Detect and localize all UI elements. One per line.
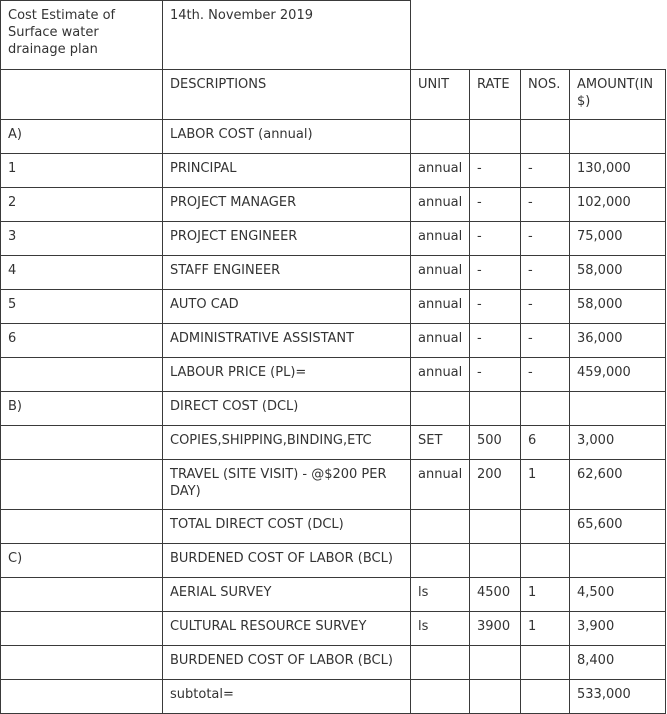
row-unit	[411, 120, 470, 154]
row-number: 4	[1, 256, 163, 290]
row-nos: -	[521, 188, 570, 222]
row-unit	[411, 392, 470, 426]
row-amount: 65,600	[570, 510, 666, 544]
row-unit: annual	[411, 358, 470, 392]
table-row	[1, 324, 666, 358]
row-amount: 3,000	[570, 426, 666, 460]
row-number: 2	[1, 188, 163, 222]
row-nos: -	[521, 222, 570, 256]
row-amount: 58,000	[570, 256, 666, 290]
row-unit: ls	[411, 612, 470, 646]
row-unit: annual	[411, 154, 470, 188]
row-rate	[470, 544, 521, 578]
row-unit: annual	[411, 188, 470, 222]
row-amount	[570, 392, 666, 426]
row-unit: annual	[411, 460, 470, 510]
row-number: 3	[1, 222, 163, 256]
row-unit: ls	[411, 578, 470, 612]
row-unit: annual	[411, 324, 470, 358]
row-rate: -	[470, 358, 521, 392]
row-unit	[411, 510, 470, 544]
table-row	[1, 188, 666, 222]
row-amount: 62,600	[570, 460, 666, 510]
row-nos: -	[521, 290, 570, 324]
row-amount: 75,000	[570, 222, 666, 256]
row-rate: 200	[470, 460, 521, 510]
estimate-title: Cost Estimate of Surface water drainage plan	[1, 1, 163, 70]
row-nos: 1	[521, 578, 570, 612]
row-number	[1, 578, 163, 612]
row-number	[1, 510, 163, 544]
table-row	[1, 392, 666, 426]
row-amount: 459,000	[570, 358, 666, 392]
row-unit: annual	[411, 256, 470, 290]
table-row	[1, 646, 666, 680]
row-rate	[470, 510, 521, 544]
row-nos	[521, 680, 570, 714]
row-number: 6	[1, 324, 163, 358]
row-description: BURDENED COST OF LABOR (BCL)	[163, 646, 411, 680]
row-nos	[521, 120, 570, 154]
table-row	[1, 510, 666, 544]
column-header-row	[1, 70, 666, 120]
row-nos	[521, 646, 570, 680]
row-nos	[521, 510, 570, 544]
row-amount: 58,000	[570, 290, 666, 324]
row-description: CULTURAL RESOURCE SURVEY	[163, 612, 411, 646]
row-rate: -	[470, 324, 521, 358]
row-description: LABOUR PRICE (PL)=	[163, 358, 411, 392]
row-description: AERIAL SURVEY	[163, 578, 411, 612]
row-rate	[470, 120, 521, 154]
row-unit: annual	[411, 222, 470, 256]
title-row	[1, 1, 666, 70]
row-description: PRINCIPAL	[163, 154, 411, 188]
row-nos: -	[521, 256, 570, 290]
row-rate: -	[470, 256, 521, 290]
row-rate: -	[470, 188, 521, 222]
col-header-nos: NOS.	[521, 70, 570, 120]
row-amount: 102,000	[570, 188, 666, 222]
table-row	[1, 578, 666, 612]
row-number: 1	[1, 154, 163, 188]
row-rate: -	[470, 222, 521, 256]
row-rate: 4500	[470, 578, 521, 612]
row-number: 5	[1, 290, 163, 324]
row-amount: 36,000	[570, 324, 666, 358]
table-row	[1, 222, 666, 256]
row-description: LABOR COST (annual)	[163, 120, 411, 154]
col-header-descriptions: DESCRIPTIONS	[163, 70, 411, 120]
table-row	[1, 256, 666, 290]
row-rate	[470, 646, 521, 680]
row-number: A)	[1, 120, 163, 154]
row-description: DIRECT COST (DCL)	[163, 392, 411, 426]
row-number	[1, 426, 163, 460]
table-row	[1, 426, 666, 460]
row-number	[1, 358, 163, 392]
row-rate: 500	[470, 426, 521, 460]
row-rate: -	[470, 290, 521, 324]
row-description: ADMINISTRATIVE ASSISTANT	[163, 324, 411, 358]
row-number	[1, 646, 163, 680]
row-rate: 3900	[470, 612, 521, 646]
row-unit	[411, 646, 470, 680]
row-amount	[570, 544, 666, 578]
row-description: PROJECT MANAGER	[163, 188, 411, 222]
row-nos: -	[521, 154, 570, 188]
row-nos	[521, 544, 570, 578]
row-description: TOTAL DIRECT COST (DCL)	[163, 510, 411, 544]
row-amount: 533,000	[570, 680, 666, 714]
row-amount: 4,500	[570, 578, 666, 612]
table-row	[1, 120, 666, 154]
row-unit	[411, 680, 470, 714]
row-nos: 1	[521, 612, 570, 646]
col-header-amount: AMOUNT(IN $)	[570, 70, 666, 120]
row-rate: -	[470, 154, 521, 188]
col-header-rate: RATE	[470, 70, 521, 120]
row-description: COPIES,SHIPPING,BINDING,ETC	[163, 426, 411, 460]
row-rate	[470, 392, 521, 426]
row-description: BURDENED COST OF LABOR (BCL)	[163, 544, 411, 578]
row-number	[1, 612, 163, 646]
row-unit: annual	[411, 290, 470, 324]
row-number: B)	[1, 392, 163, 426]
row-description: subtotal=	[163, 680, 411, 714]
table-row	[1, 358, 666, 392]
row-number: C)	[1, 544, 163, 578]
row-unit: SET	[411, 426, 470, 460]
row-nos: 6	[521, 426, 570, 460]
row-description: AUTO CAD	[163, 290, 411, 324]
row-unit	[411, 544, 470, 578]
table-row	[1, 290, 666, 324]
table-row	[1, 460, 666, 510]
row-nos: 1	[521, 460, 570, 510]
row-amount: 8,400	[570, 646, 666, 680]
row-nos	[521, 392, 570, 426]
table-row	[1, 680, 666, 714]
col-header-unit: UNIT	[411, 70, 470, 120]
table-row	[1, 544, 666, 578]
row-number	[1, 680, 163, 714]
estimate-date: 14th. November 2019	[163, 1, 411, 70]
row-description: PROJECT ENGINEER	[163, 222, 411, 256]
col-header-number	[1, 70, 163, 120]
table-row	[1, 612, 666, 646]
table-row	[1, 154, 666, 188]
row-rate	[470, 680, 521, 714]
row-number	[1, 460, 163, 510]
row-description: STAFF ENGINEER	[163, 256, 411, 290]
blank-header-area	[411, 1, 666, 70]
row-amount: 130,000	[570, 154, 666, 188]
row-amount: 3,900	[570, 612, 666, 646]
row-nos: -	[521, 358, 570, 392]
row-description: TRAVEL (SITE VISIT) - @$200 PER DAY)	[163, 460, 411, 510]
row-amount	[570, 120, 666, 154]
row-nos: -	[521, 324, 570, 358]
